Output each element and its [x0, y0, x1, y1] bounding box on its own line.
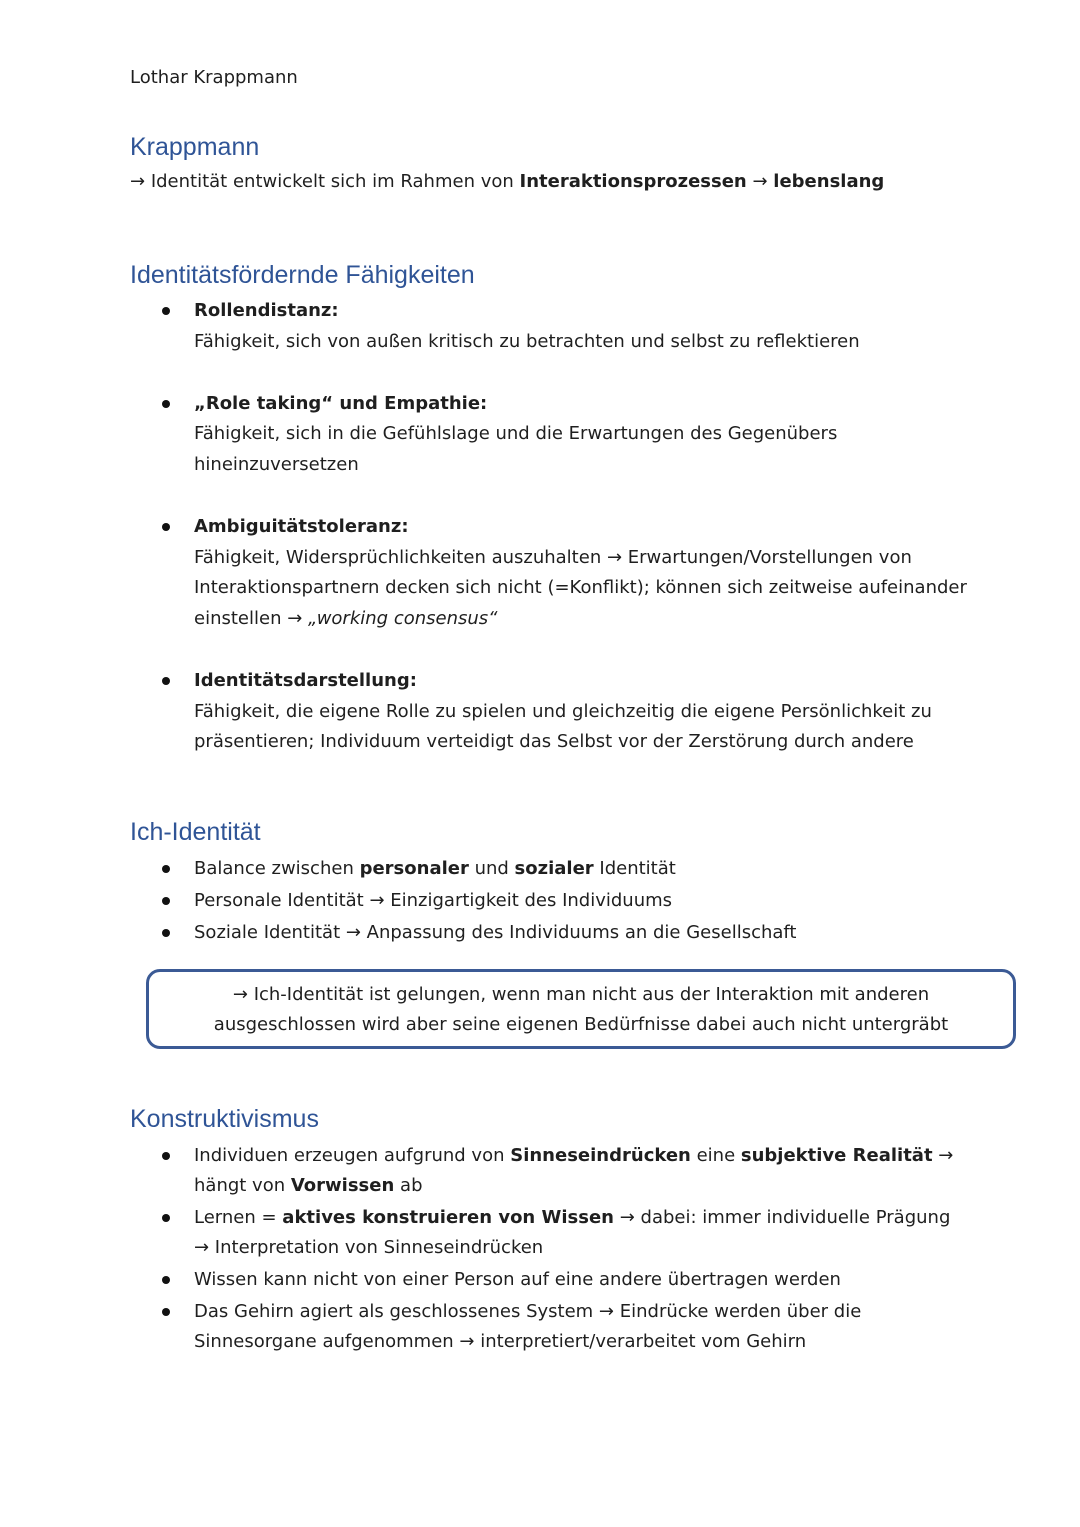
item-text: → — [932, 1145, 954, 1166]
krappmann-statement — [130, 170, 884, 194]
bullet-icon — [162, 400, 170, 408]
definition-line: Fähigkeit, sich in die Gefühlslage und die Erwartungen des Gegenübers — [194, 423, 838, 444]
definition-line: Fähigkeit, die eigene Rolle zu spielen und gleichzeitig die eigene Persönlichkeit zu — [194, 701, 932, 722]
definition-line: hineinzuversetzen — [194, 454, 359, 475]
statement-text: Identität entwickelt sich im Rahmen von — [145, 171, 520, 192]
bullet-icon — [162, 1152, 170, 1160]
heading-ich-identitaet: Ich-Identität — [130, 818, 261, 846]
definition-line: Fähigkeit, sich von außen kritisch zu betrachten und selbst zu reflektieren — [194, 331, 860, 352]
item-text: Individuen erzeugen aufgrund von — [194, 1145, 511, 1166]
item-bold: Sinneseindrücken — [510, 1145, 691, 1166]
bullet-icon — [162, 865, 170, 873]
term-rollendistanz — [194, 299, 339, 323]
working-consensus-term: „working consensus“ — [308, 608, 498, 629]
list-item: Personale Identität → Einzigartigkeit des Individuums — [194, 890, 673, 911]
list-item-continuation: Sinnesorgane aufgenommen → interpretiert/verarbeitet vom Gehirn — [194, 1331, 807, 1352]
list-item-continuation — [194, 1174, 423, 1198]
item-text: hängt von — [194, 1175, 291, 1196]
definition-line: präsentieren; Individuum verteidigt das Selbst vor der Zerstörung durch andere — [194, 731, 914, 752]
item-text: und — [468, 858, 515, 879]
author-header: Lothar Krappmann — [130, 67, 298, 88]
bullet-icon — [162, 1214, 170, 1222]
list-item: Das Gehirn agiert als geschlossenes System → Eindrücke werden über die — [194, 1301, 862, 1322]
heading-faehigkeiten: Identitätsfördernde Fähigkeiten — [130, 261, 475, 289]
item-bold: Vorwissen — [290, 1175, 395, 1196]
statement-bold-lifelong: lebenslang — [773, 171, 885, 192]
bullet-icon — [162, 929, 170, 937]
list-item — [194, 1206, 950, 1230]
bullet-icon — [162, 1308, 170, 1316]
definition-line — [194, 607, 497, 631]
item-bold: sozialer — [514, 858, 594, 879]
item-text: Lernen = — [194, 1207, 283, 1228]
statement-bold-interaction: Interaktionsprozessen — [519, 171, 747, 192]
list-item-continuation: → Interpretation von Sinneseindrücken — [194, 1237, 544, 1258]
bullet-icon — [162, 897, 170, 905]
term-label: Ambiguitätstoleranz: — [194, 516, 409, 537]
arrow-icon: → — [746, 171, 774, 192]
callout-line: → Ich-Identität ist gelungen, wenn man nicht aus der Interaktion mit anderen — [232, 984, 930, 1005]
heading-krappmann: Krappmann — [130, 133, 260, 161]
callout-box — [146, 969, 1016, 1049]
term-label: Rollendistanz: — [194, 300, 339, 321]
heading-konstruktivismus: Konstruktivismus — [130, 1105, 319, 1133]
item-text: → dabei: immer individuelle Prägung — [614, 1207, 951, 1228]
bullet-icon — [162, 677, 170, 685]
item-text: ab — [394, 1175, 423, 1196]
list-item — [194, 1144, 953, 1168]
term-identitaetsdarstellung — [194, 669, 417, 693]
callout-line: ausgeschlossen wird aber seine eigenen Bedürfnisse dabei auch nicht untergräbt — [213, 1014, 949, 1035]
definition-line: Fähigkeit, Widersprüchlichkeiten auszuhalten → Erwartungen/Vorstellungen von — [194, 547, 912, 568]
term-label: Identitätsdarstellung: — [194, 670, 417, 691]
arrow-icon: → — [130, 171, 146, 192]
bullet-icon — [162, 1276, 170, 1284]
item-text: Balance zwischen — [194, 858, 360, 879]
term-ambiguitaetstoleranz — [194, 515, 409, 539]
bullet-icon — [162, 307, 170, 315]
term-role-taking — [194, 392, 487, 416]
list-item: Soziale Identität → Anpassung des Individuums an die Gesellschaft — [194, 922, 797, 943]
definition-line: Interaktionspartnern decken sich nicht (=Konflikt); können sich zeitweise aufeinander — [194, 577, 967, 598]
item-bold: subjektive Realität — [740, 1145, 933, 1166]
bullet-icon — [162, 523, 170, 531]
item-bold: personaler — [359, 858, 469, 879]
list-item: Wissen kann nicht von einer Person auf eine andere übertragen werden — [194, 1269, 841, 1290]
list-item — [194, 857, 676, 881]
item-bold: aktives konstruieren von Wissen — [282, 1207, 614, 1228]
definition-text: einstellen → — [194, 608, 309, 629]
item-text: Identität — [593, 858, 676, 879]
term-label: „Role taking“ und Empathie: — [194, 393, 488, 414]
item-text: eine — [690, 1145, 741, 1166]
